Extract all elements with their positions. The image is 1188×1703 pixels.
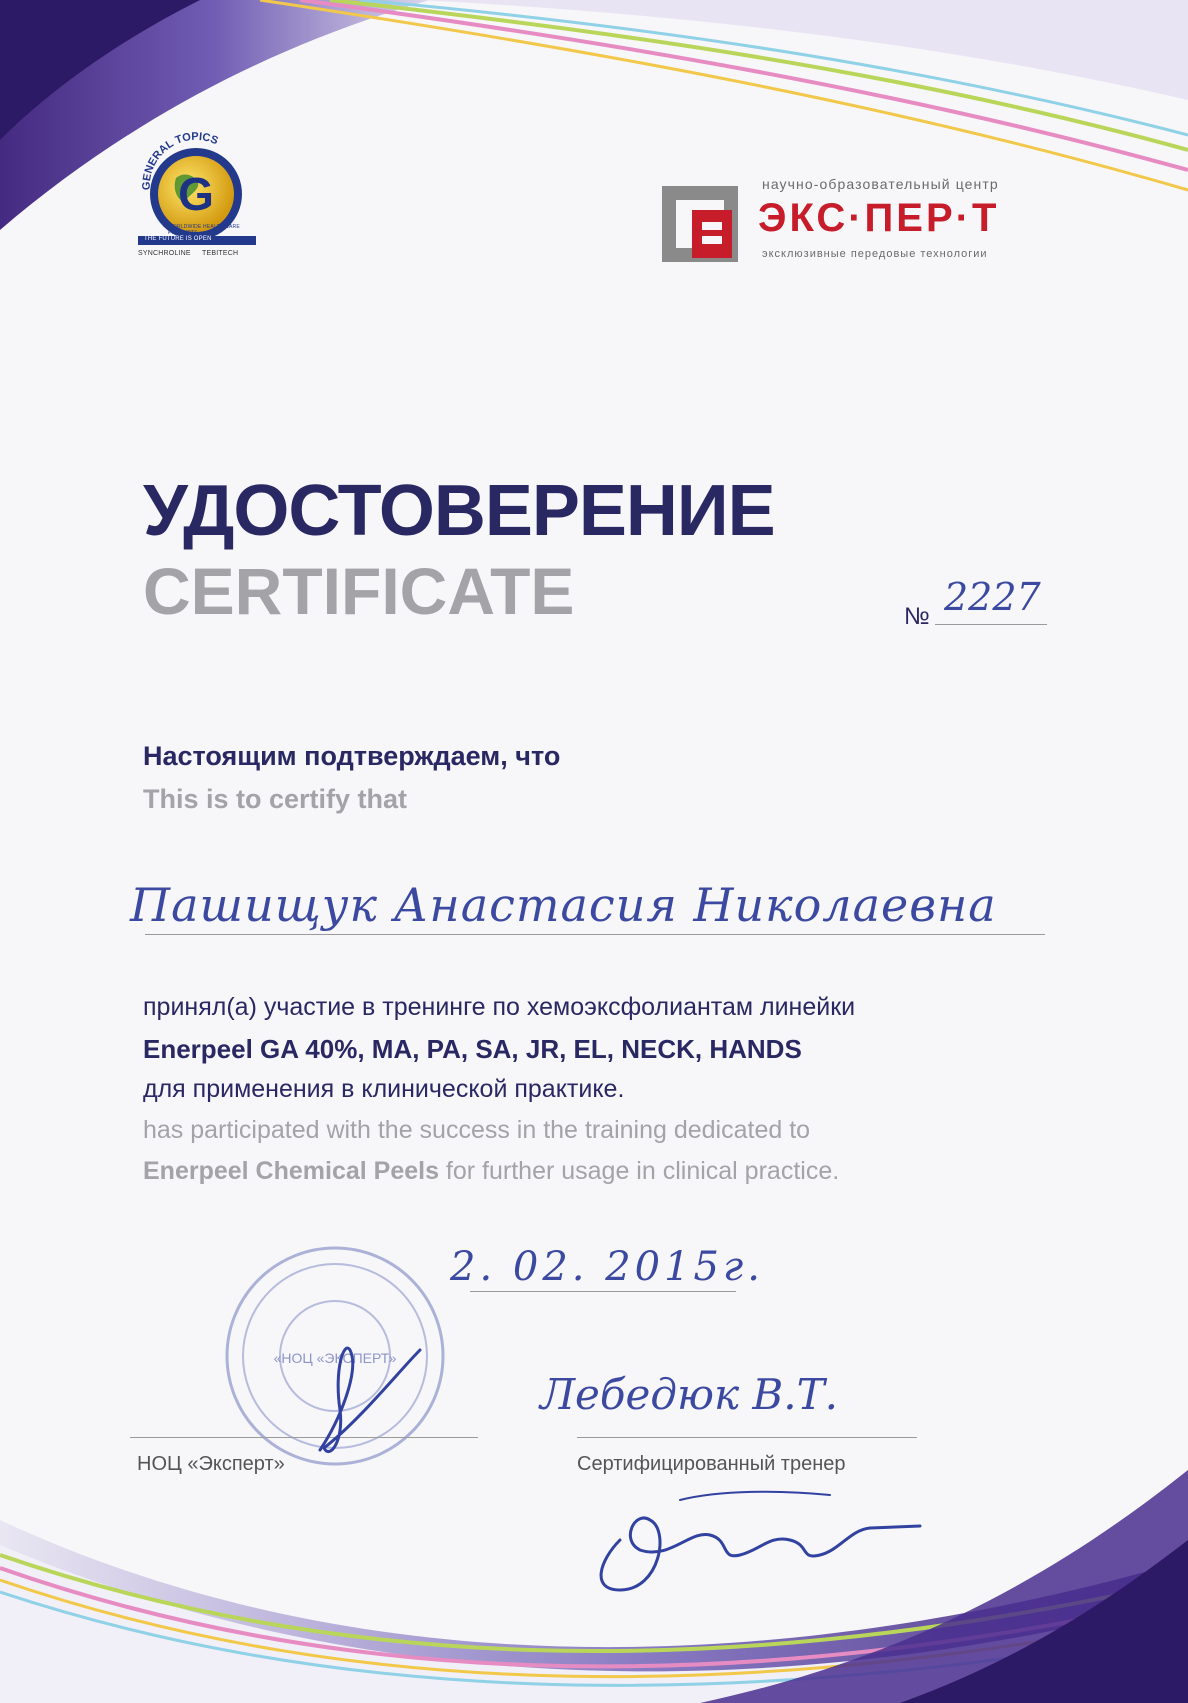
general-topics-logo (138, 132, 258, 282)
date-underline (470, 1291, 736, 1292)
expert-mark-icon (662, 186, 744, 268)
expert-top-text: научно-образовательный центр (762, 176, 999, 192)
number-label: № (904, 603, 930, 630)
body-line-5-rest: for further usage in clinical practice. (438, 1157, 840, 1185)
expert-subtitle: эксклюзивные передовые технологии (762, 248, 988, 260)
general-topics-arc-text: GENERAL TOPICS (140, 132, 220, 191)
trainer-name: Лебедюк В.Т. (540, 1370, 838, 1419)
trainer-signature (580, 1480, 940, 1600)
globe-logo-icon (138, 132, 258, 262)
body-line-5-bold: Enerpeel Chemical Peels (143, 1157, 439, 1185)
right-signature-line (577, 1437, 917, 1438)
expert-logo (662, 176, 1062, 266)
gt-brand-left: SYNCHROLINE (138, 250, 191, 257)
stamp-center-text: «НОЦ «ЭКСПЕРТ» (273, 1350, 397, 1366)
certify-russian: Настоящим подтверждаем, что (143, 741, 561, 771)
right-signature-label: Сертифицированный тренер (577, 1453, 846, 1475)
number-underline (935, 624, 1047, 625)
body-line-4: has participated with the success in the training dedicated to (143, 1116, 811, 1144)
recipient-underline (145, 934, 1045, 935)
gt-brand-right: TEBITECH (202, 250, 239, 257)
gt-banner: THE FUTURE IS OPEN (144, 236, 212, 242)
certify-english: This is to certify that (143, 784, 408, 814)
title-russian: УДОСТОВЕРЕНИЕ (143, 471, 775, 551)
body-line-2: Enerpeel GA 40%, MA, PA, SA, JR, EL, NECK, HANDS (143, 1034, 802, 1064)
left-signature-label: НОЦ «Эксперт» (137, 1453, 285, 1475)
certificate-number: 2227 (944, 575, 1041, 619)
title-english: CERTIFICATE (143, 554, 575, 628)
body-line-3: для применения в клинической практике. (143, 1075, 625, 1103)
recipient-name: Пашищук Анастасия Николаевна (130, 878, 997, 932)
body-line-5 (143, 1157, 839, 1186)
body-line-1: принял(а) участие в тренинге по хемоэксфолиантам линейки (143, 993, 856, 1021)
svg-text:G: G (178, 168, 214, 220)
director-signature (300, 1330, 430, 1470)
issue-date: 2. 02. 2015г. (450, 1244, 764, 1290)
expert-name: ЭКС·ПЕР·Т (758, 196, 1000, 240)
gt-side-text: WORLDWIDE HEALTH CARE PRODUCTS (168, 224, 240, 236)
